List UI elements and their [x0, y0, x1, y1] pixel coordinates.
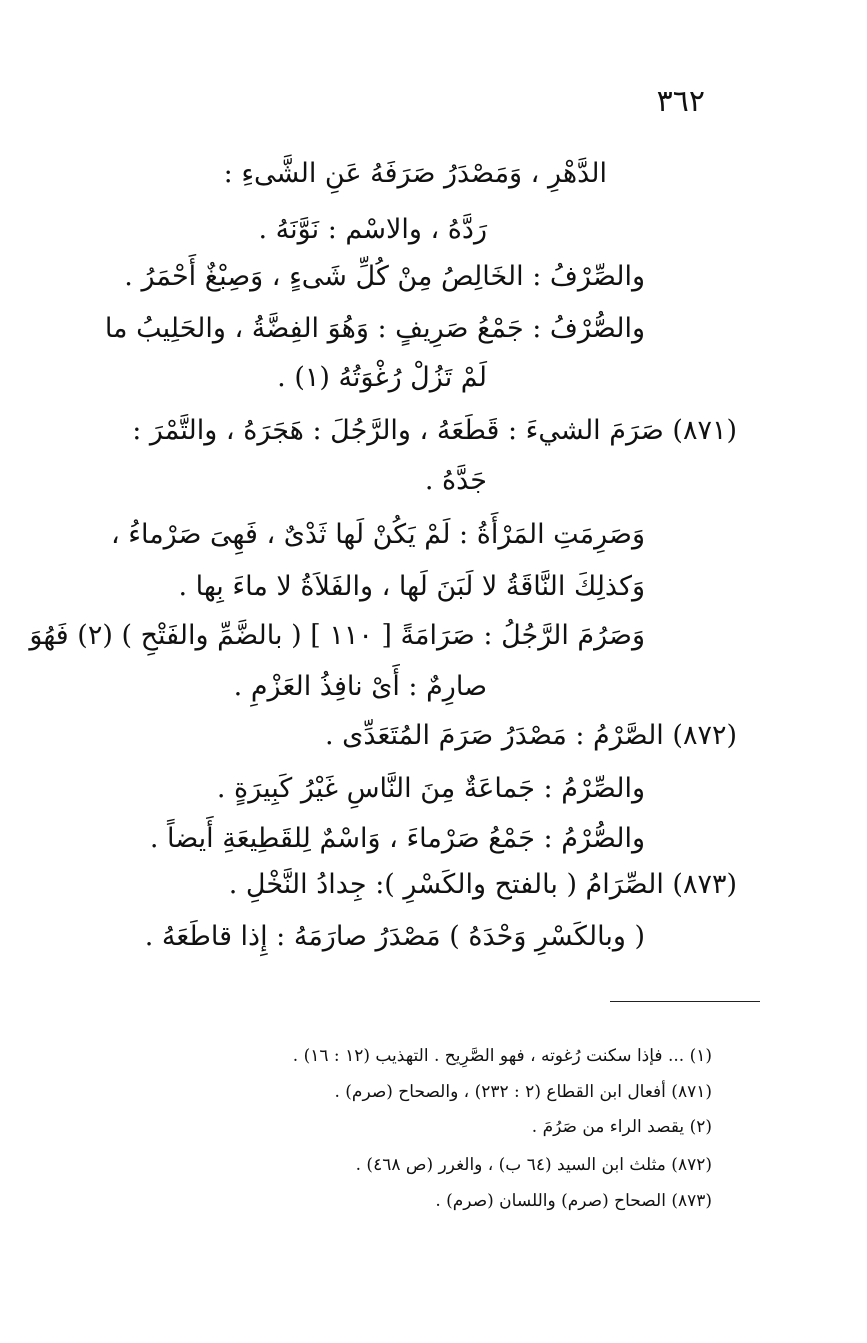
- body-line: والصِّرْفُ : الخَالِصُ مِنْ كُلِّ شَىءٍ ، وَصِبْغٌ أَحْمَرُ .: [124, 261, 645, 292]
- body-line: وَصَرُمَ الرَّجُلُ : صَرَامَةً [ ١١٠ ] ( بالضَّمِّ والفَتْحِ ) (٢) فَهُوَ: [29, 620, 645, 651]
- body-line: (٨٧٣) الصِّرَامُ ( بالفتح والكَسْرِ ): جِدادُ النَّخْلِ .: [228, 869, 737, 900]
- body-line: صارِمٌ : أَىْ نافِذُ العَزْمِ .: [233, 671, 487, 702]
- body-line: والصِّرْمُ : جَماعَةٌ مِنَ النَّاسِ غَيْرُ كَبِيرَةٍ .: [216, 773, 645, 804]
- body-line: لَمْ تَزُلْ رُغْوَتُهُ (١) .: [277, 362, 487, 393]
- body-line: والصُّرْفُ : جَمْعُ صَرِيفٍ : وَهُوَ الفِضَّةُ ، والحَلِيبُ ما: [104, 313, 645, 344]
- body-line: الدَّهْرِ ، وَمَصْدَرُ صَرَفَهُ عَنِ الشَّىءِ :: [223, 158, 607, 189]
- body-line: وَكذلِكَ النَّاقَةُ لا لَبَنَ لَها ، والفَلاَةُ لا ماءَ بِها .: [178, 571, 645, 602]
- footnote: (٢) يقصد الراء من صَرُمَ .: [531, 1117, 712, 1137]
- body-line: رَدَّهُ ، والاسْم : نَوَّنَهُ .: [258, 214, 487, 245]
- body-line: ( وبالكَسْرِ وَحْدَهُ ) مَصْدَرُ صارَمَهُ : إِذا قاطَعَهُ .: [144, 921, 645, 952]
- body-line: (٨٧١) صَرَمَ الشيءَ : قَطَعَهُ ، والرَّجُلَ : هَجَرَهُ ، والتَّمْرَ :: [132, 415, 737, 446]
- body-line: جَدَّهُ .: [424, 465, 487, 496]
- body-line: (٨٧٢) الصَّرْمُ : مَصْدَرُ صَرَمَ المُتَعَدِّى .: [325, 720, 737, 751]
- page-number: ٣٦٢: [656, 84, 705, 119]
- body-line: وَصَرِمَتِ المَرْأَةُ : لَمْ يَكُنْ لَها ثَدْىٌ ، فَهِىَ صَرْماءُ ،: [110, 519, 645, 550]
- footnote: (٨٧١) أفعال ابن القطاع (٢ : ٢٣٢) ، والصحاح (صرم) .: [334, 1082, 712, 1102]
- footnote: (١) ... فإذا سكنت رُغوته ، فهو الصَّرِيح . التهذيب (١٢ : ١٦) .: [292, 1046, 712, 1066]
- footnote-separator: [610, 1001, 760, 1002]
- body-line: والصُّرْمُ : جَمْعُ صَرْماءَ ، وَاسْمٌ لِلقَطِيعَةِ أَيضاً .: [149, 823, 645, 854]
- footnote: (٨٧٣) الصحاح (صرم) واللسان (صرم) .: [435, 1191, 712, 1211]
- footnote: (٨٧٢) مثلث ابن السيد (٦٤ ب) ، والغرر (ص ٤٦٨) .: [355, 1155, 712, 1175]
